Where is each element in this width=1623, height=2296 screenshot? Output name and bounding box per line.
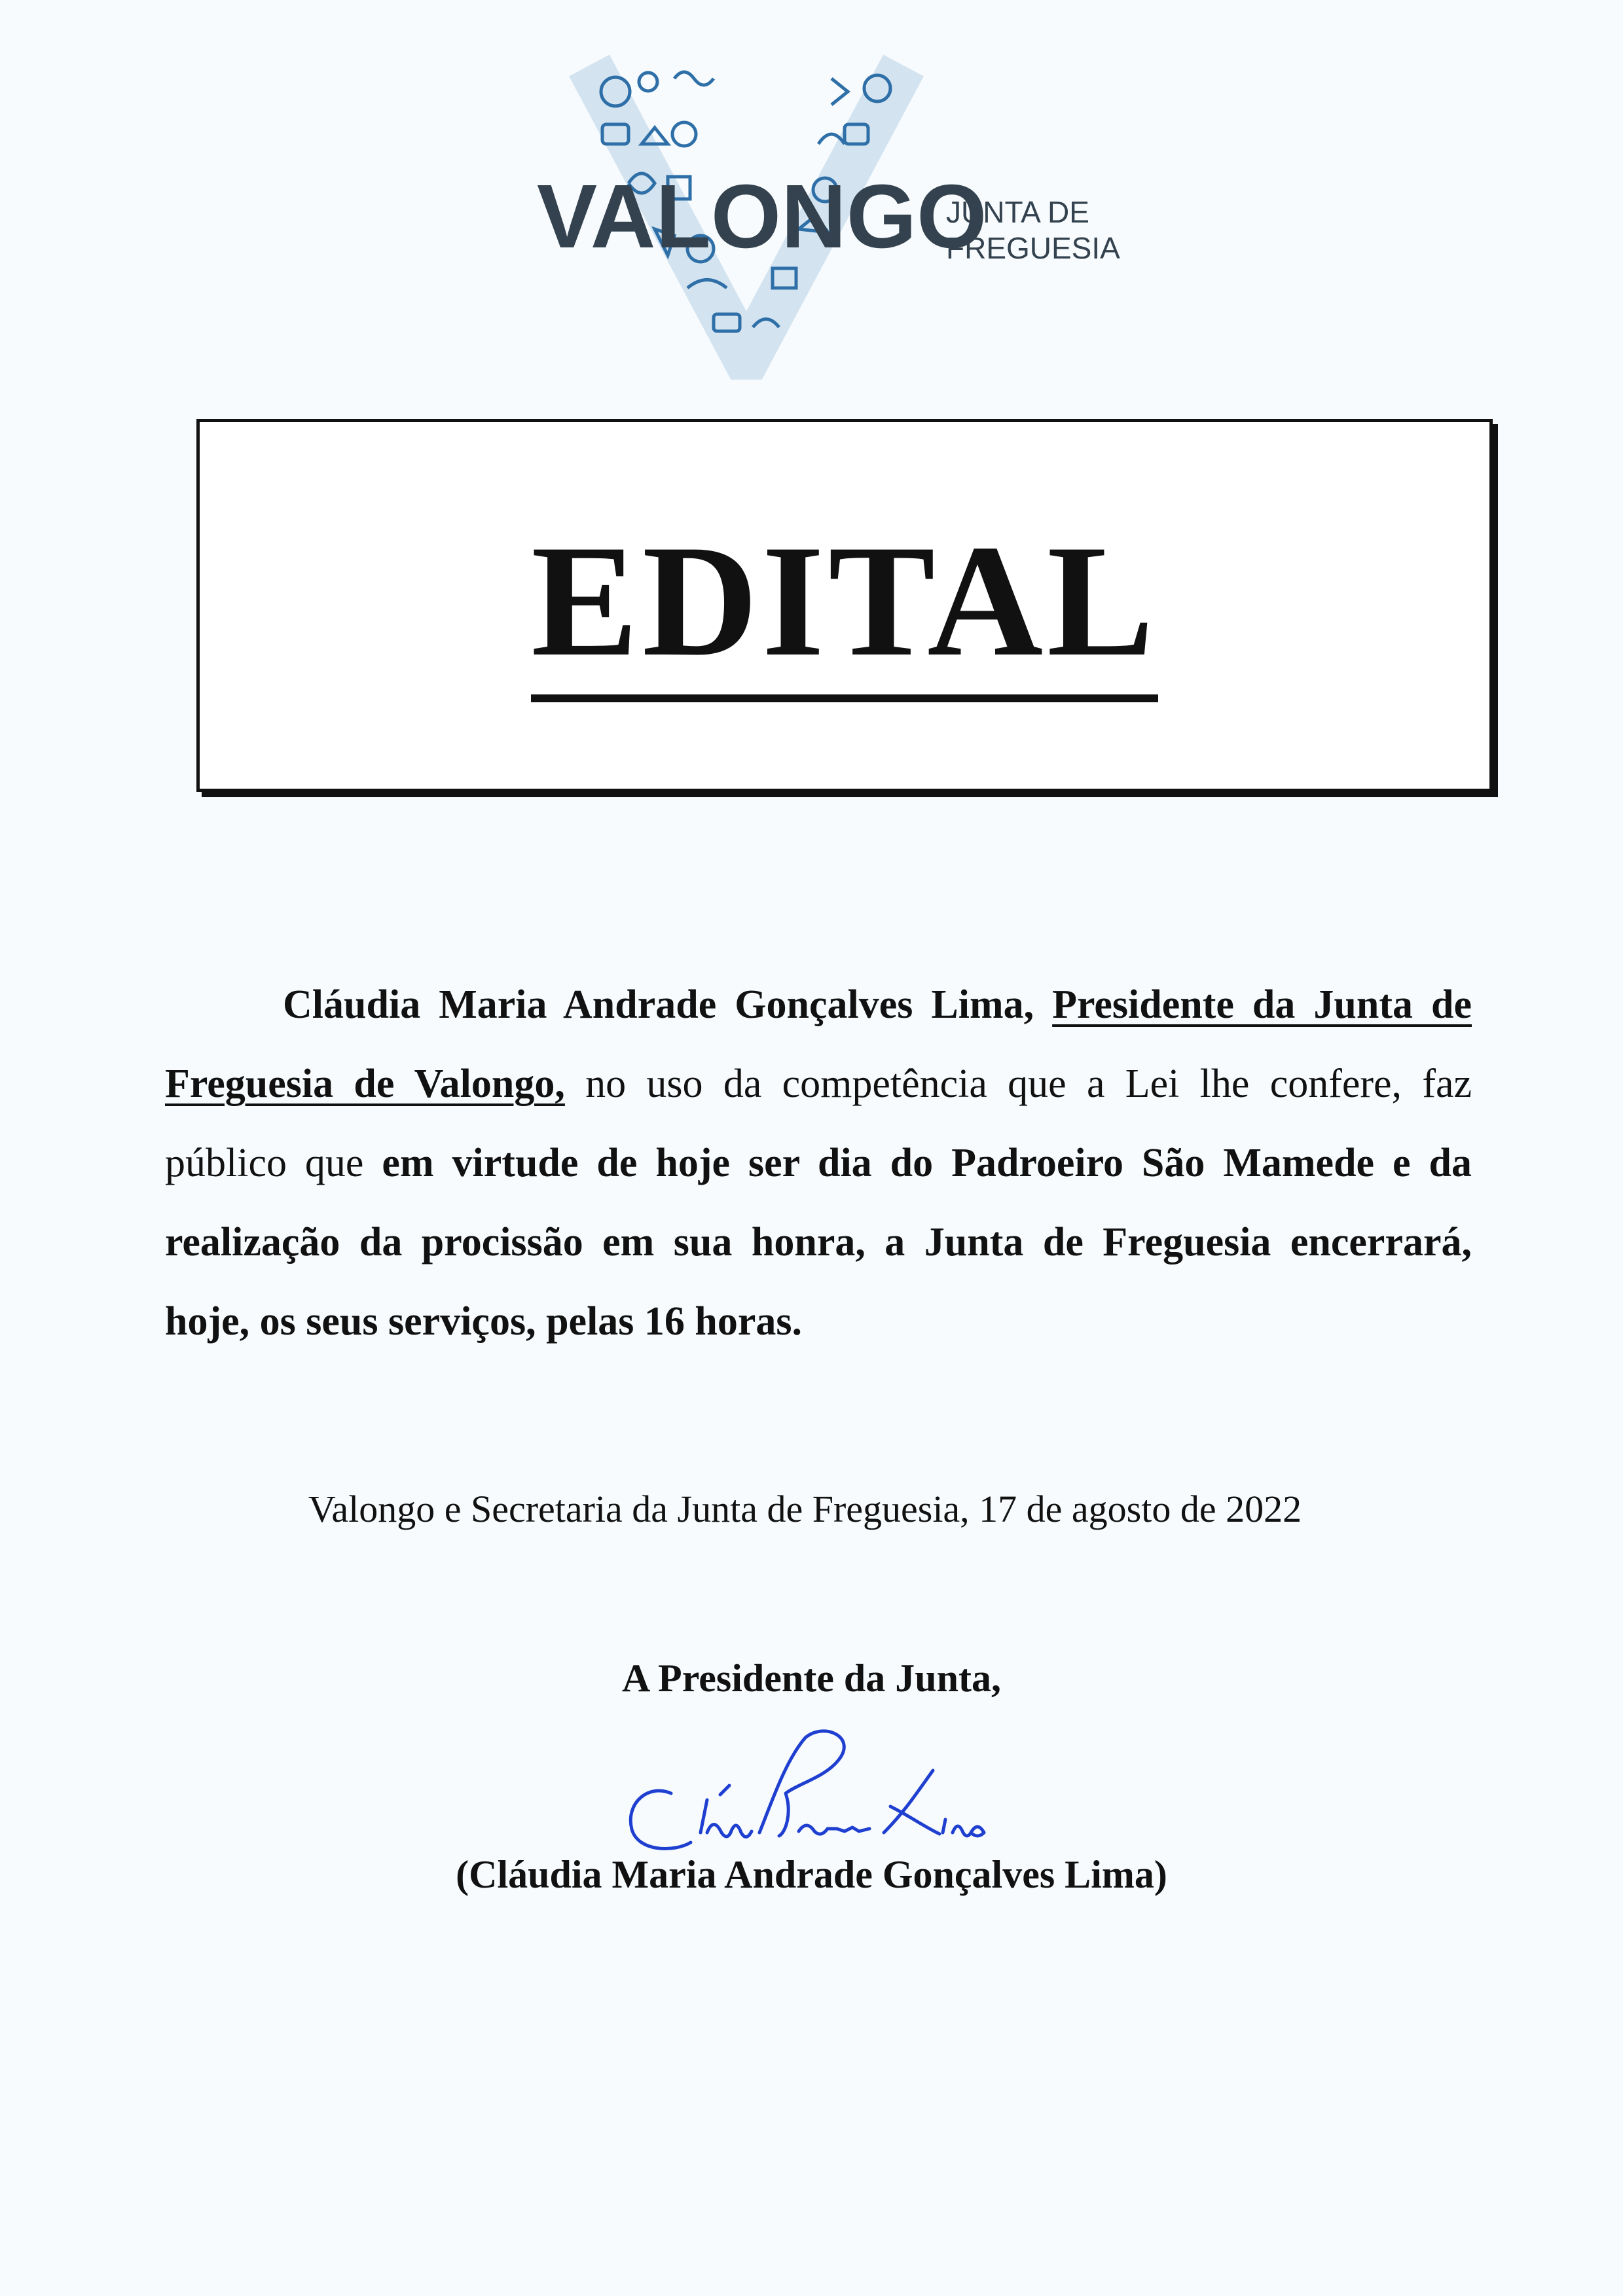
document-title [200, 512, 1489, 689]
title-box [196, 419, 1493, 792]
notice-body [165, 965, 1472, 1361]
signature [609, 1721, 1028, 1872]
president-role: Presidente da Junta de Freguesia de Valongo, [165, 982, 1472, 1106]
document-title-text: EDITAL [531, 512, 1158, 702]
signer-name: (Cláudia Maria Andrade Gonçalves Lima) [456, 1853, 1167, 1896]
president-name: Cláudia Maria Andrade Gonçalves Lima, [283, 982, 1034, 1027]
logo-wordmark: VALONGO [537, 166, 987, 267]
date-line-text: Valongo e Secretaria da Junta de Freguesia, 17 de agosto de 2022 [308, 1488, 1302, 1530]
notice-bold-text: em virtude de hoje ser dia do Padroeiro São Mamede e da realização da procissão em sua honra, a Junta de Freguesia encerrará, hoje, os seus serviços, pelas 16 horas. [165, 1141, 1472, 1344]
body-intro: no uso da competência que a Lei lhe confere, faz público que [165, 1062, 1472, 1185]
logo-subtitle-2: FREGUESIA [946, 231, 1120, 265]
valongo-logo [537, 52, 1126, 380]
signatory-title: A Presidente da Junta, [622, 1657, 1001, 1700]
date-line [0, 1487, 1623, 1531]
logo-subtitle-1: JUNTA DE [946, 195, 1089, 229]
